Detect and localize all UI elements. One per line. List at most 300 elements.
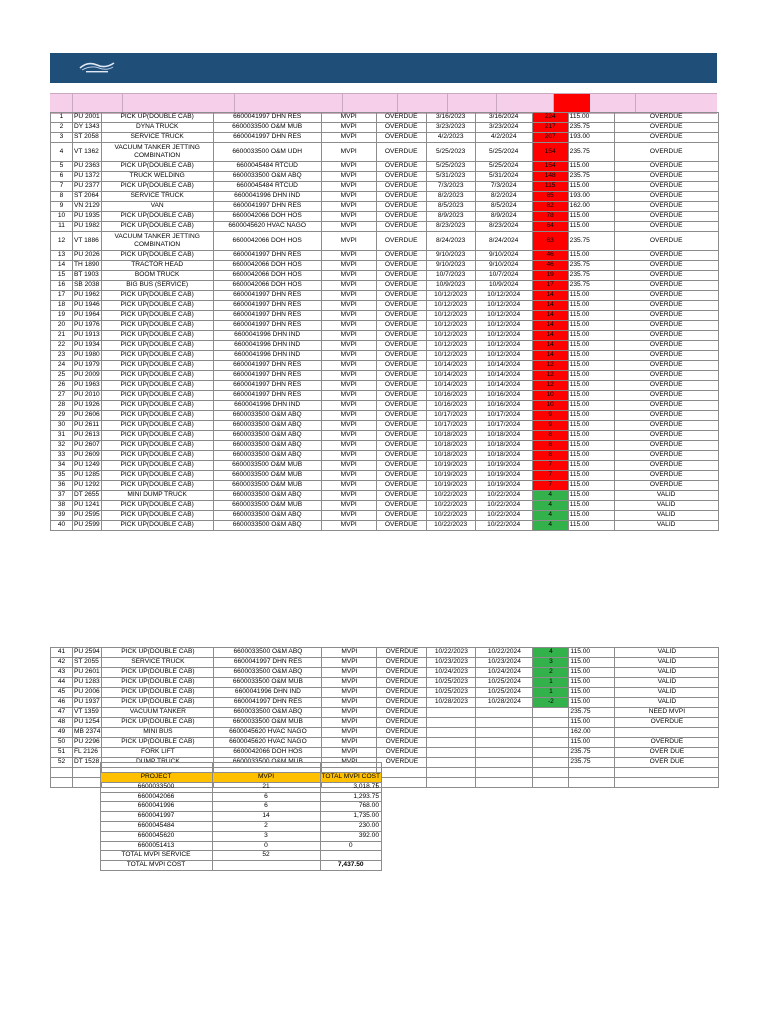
table-cell: MVPI — [321, 212, 376, 222]
days-cell: 115 — [532, 182, 568, 192]
summary-header-mvpi: MVPI — [212, 773, 320, 783]
table-cell: OVERDUE — [614, 401, 718, 411]
table-cell: VALID — [614, 521, 718, 531]
mvpi-summary-table — [50, 762, 382, 871]
table-cell: 6600045484 RTCUD — [213, 182, 321, 192]
table-cell: OVERDUE — [614, 341, 718, 351]
table-cell: OVERDUE — [614, 421, 718, 431]
table-row — [51, 371, 719, 381]
days-cell: 224 — [532, 113, 568, 123]
table-cell: DT 1528 — [73, 758, 102, 768]
table-cell: PU 2606 — [73, 411, 102, 421]
table-cell: 5/25/2023 — [426, 162, 475, 172]
table-row — [51, 261, 719, 271]
table-cell: MVPI — [321, 113, 376, 123]
table-cell: 10/19/2024 — [475, 471, 532, 481]
table-cell: 33 — [51, 451, 73, 461]
table-cell: PICK UP(DOUBLE CAB) — [101, 381, 213, 391]
table-cell — [427, 738, 476, 748]
table-cell: VALID — [614, 501, 718, 511]
table-cell: OVERDUE — [377, 758, 427, 768]
table-cell: 4 — [51, 143, 73, 162]
table-cell — [476, 708, 533, 718]
table-cell: 14 — [51, 261, 73, 271]
table-row — [51, 461, 719, 471]
table-cell: 31 — [51, 431, 73, 441]
days-cell: -2 — [533, 698, 569, 708]
table-cell: 6600041996 DHN IND — [213, 341, 321, 351]
table-cell: PU 2363 — [73, 162, 102, 172]
table-cell: 10/14/2024 — [475, 361, 532, 371]
table-cell: 43 — [51, 668, 73, 678]
table-cell: 6600041997 DHN RES — [213, 251, 321, 261]
table-cell: PICK UP(DOUBLE CAB) — [102, 738, 214, 748]
table-cell: MVPI — [321, 301, 376, 311]
table-cell: 6600033500 O&M MUB — [213, 501, 321, 511]
table-cell: 10/22/2023 — [427, 648, 476, 658]
table-cell: 6600041997 DHN RES — [213, 301, 321, 311]
table-cell — [427, 748, 476, 758]
table-cell: 10/12/2024 — [475, 311, 532, 321]
table-cell: OVERDUE — [376, 381, 426, 391]
table-cell — [476, 758, 533, 768]
table-cell: MVPI — [322, 758, 377, 768]
table-cell: 10/16/2023 — [426, 401, 475, 411]
table-cell: 6600041997 DHN RES — [213, 311, 321, 321]
table-cell: MVPI — [321, 481, 376, 491]
table-cell: PICK UP(DOUBLE CAB) — [101, 461, 213, 471]
table-cell: 6600033500 O&M MUB — [213, 123, 321, 133]
table-cell: MVPI — [322, 728, 377, 738]
table-cell: 115.00 — [568, 491, 614, 501]
summary-row: 6600033500 21 3,018.75 — [50, 782, 382, 792]
table-cell: BIG BUS (SERVICE) — [101, 281, 213, 291]
summary-header-cost: TOTAL MVPI COST — [320, 773, 382, 783]
table-cell: PICK UP(DOUBLE CAB) — [101, 162, 213, 172]
table-cell: 10/18/2023 — [426, 441, 475, 451]
table-cell: PICK UP(DOUBLE CAB) — [101, 411, 213, 421]
table-cell: 6600033500 O&M MUB — [214, 718, 322, 728]
table-cell: PICK UP(DOUBLE CAB) — [101, 391, 213, 401]
table-cell: 27 — [51, 391, 73, 401]
table-cell: 6600042066 DOH HOS — [213, 232, 321, 251]
table-row — [51, 421, 719, 431]
table-cell: 36 — [51, 481, 73, 491]
summary-row: 6600041997 14 1,735.00 — [50, 812, 382, 822]
days-cell: 4 — [532, 521, 568, 531]
days-cell: 9 — [532, 421, 568, 431]
table-cell: PU 2010 — [73, 391, 102, 401]
table-cell: 10/16/2024 — [475, 391, 532, 401]
table-row — [51, 162, 719, 172]
table-cell: 10/7/2024 — [475, 271, 532, 281]
table-cell: 50 — [51, 738, 73, 748]
summary-total-service: TOTAL MVPI SERVICE 52 — [50, 851, 382, 861]
table-cell: 10/18/2023 — [426, 451, 475, 461]
table-cell: 6600042066 DOH HOS — [214, 748, 322, 758]
table-cell: 8/24/2024 — [475, 232, 532, 251]
table-cell: 10/24/2024 — [476, 668, 533, 678]
table-row — [51, 222, 719, 232]
table-cell: 10/25/2023 — [427, 688, 476, 698]
table-cell: 10/12/2023 — [426, 301, 475, 311]
table-cell: 8/2/2024 — [475, 192, 532, 202]
table-cell: 115.00 — [568, 521, 614, 531]
table-cell: 235.75 — [569, 708, 615, 718]
vehicle-table-part1 — [50, 112, 719, 531]
table-cell: 6600045620 HVAC NAGO — [213, 222, 321, 232]
table-cell: PU 2001 — [73, 113, 102, 123]
table-row — [51, 281, 719, 291]
table-cell: 6600041997 DHN RES — [213, 361, 321, 371]
table-cell: 10/25/2024 — [476, 678, 533, 688]
days-cell: 4 — [532, 511, 568, 521]
table-cell: 6600033500 O&M MUB — [214, 678, 322, 688]
table-cell: 235.75 — [569, 748, 615, 758]
table-row — [51, 311, 719, 321]
table-cell: PICK UP(DOUBLE CAB) — [101, 182, 213, 192]
table-cell: 10/22/2024 — [475, 521, 532, 531]
table-cell: 10/14/2023 — [426, 361, 475, 371]
table-cell: 7/3/2024 — [475, 182, 532, 192]
table-cell: 41 — [51, 648, 73, 658]
table-cell: 9/10/2024 — [475, 261, 532, 271]
table-cell: MVPI — [322, 668, 377, 678]
summary-header-project: PROJECT — [100, 773, 212, 783]
table-cell: 22 — [51, 341, 73, 351]
table-cell: OVERDUE — [376, 232, 426, 251]
table-cell: 115.00 — [568, 451, 614, 461]
table-cell: OVERDUE — [615, 738, 719, 748]
days-cell: 14 — [532, 351, 568, 361]
table-cell: 8/9/2023 — [426, 212, 475, 222]
table-cell: OVERDUE — [376, 341, 426, 351]
table-cell: 115.00 — [568, 501, 614, 511]
table-cell: VALID — [615, 658, 719, 668]
table-cell: OVERDUE — [614, 222, 718, 232]
table-cell: 10/14/2024 — [475, 381, 532, 391]
days-cell: 12 — [532, 371, 568, 381]
table-cell: 15 — [51, 271, 73, 281]
table-cell: 13 — [51, 251, 73, 261]
table-cell: 5/31/2024 — [475, 172, 532, 182]
table-cell: 6600041997 DHN RES — [213, 291, 321, 301]
table-cell: 6600041996 DHN IND — [214, 688, 322, 698]
table-cell: MVPI — [321, 371, 376, 381]
table-cell: 6600042066 DOH HOS — [213, 212, 321, 222]
table-cell: BOOM TRUCK — [101, 271, 213, 281]
table-cell: OVERDUE — [614, 461, 718, 471]
table-cell: 32 — [51, 441, 73, 451]
table-row — [51, 698, 719, 708]
table-cell: OVERDUE — [377, 658, 427, 668]
table-cell: PICK UP(DOUBLE CAB) — [101, 521, 213, 531]
table-cell: 6600041997 DHN RES — [213, 321, 321, 331]
table-cell: OVERDUE — [376, 391, 426, 401]
table-cell: MVPI — [321, 361, 376, 371]
table-cell: 16 — [51, 281, 73, 291]
table-cell: 45 — [51, 688, 73, 698]
table-cell: VALID — [615, 648, 719, 658]
table-cell: 235.75 — [568, 172, 614, 182]
table-cell: OVERDUE — [376, 182, 426, 192]
table-cell: 10/22/2023 — [426, 511, 475, 521]
table-cell: 10/12/2024 — [475, 341, 532, 351]
table-cell — [615, 728, 719, 738]
table-cell: 6600033500 O&M ABQ — [213, 172, 321, 182]
table-cell: PICK UP(DOUBLE CAB) — [101, 361, 213, 371]
table-cell: OVERDUE — [614, 301, 718, 311]
table-cell: 10/17/2023 — [426, 411, 475, 421]
table-cell: 23 — [51, 351, 73, 361]
table-cell: 8/23/2024 — [475, 222, 532, 232]
table-cell: 162.00 — [568, 202, 614, 212]
table-cell: 37 — [51, 491, 73, 501]
table-cell: 235.75 — [568, 261, 614, 271]
table-cell: 6600041997 DHN RES — [214, 658, 322, 668]
table-cell: PICK UP(DOUBLE CAB) — [101, 451, 213, 461]
table-cell: PICK UP(DOUBLE CAB) — [101, 441, 213, 451]
table-cell: MVPI — [321, 381, 376, 391]
table-cell: 10/12/2024 — [475, 321, 532, 331]
table-cell: OVERDUE — [376, 143, 426, 162]
table-cell: TH 1890 — [73, 261, 102, 271]
table-cell: BT 1903 — [73, 271, 102, 281]
table-cell: PICK UP(DOUBLE CAB) — [102, 688, 214, 698]
table-cell: OVERDUE — [614, 212, 718, 222]
table-cell: MVPI — [321, 281, 376, 291]
table-cell: 10/9/2023 — [426, 281, 475, 291]
table-cell: 115.00 — [568, 331, 614, 341]
table-cell: OVERDUE — [376, 281, 426, 291]
table-cell: MVPI — [321, 291, 376, 301]
days-cell: 1 — [533, 678, 569, 688]
table-cell: MVPI — [321, 232, 376, 251]
table-cell: DT 2655 — [73, 491, 102, 501]
days-cell: 46 — [532, 251, 568, 261]
table-cell: MVPI — [322, 718, 377, 728]
table-cell: 24 — [51, 361, 73, 371]
table-cell: MVPI — [321, 461, 376, 471]
table-cell: VACUUM TANKER JETTING COMBINATION — [101, 232, 213, 251]
table-cell: OVERDUE — [377, 648, 427, 658]
table-cell: OVERDUE — [614, 351, 718, 361]
table-cell: PU 1964 — [73, 311, 102, 321]
table-cell — [476, 728, 533, 738]
table-cell: DY 1343 — [73, 123, 102, 133]
table-cell: MVPI — [322, 738, 377, 748]
table-cell: OVERDUE — [376, 461, 426, 471]
table-cell: PU 2026 — [73, 251, 102, 261]
table-cell: MVPI — [321, 511, 376, 521]
summary-row: 6600045620 3 392.00 — [50, 831, 382, 841]
table-cell: PU 2006 — [73, 688, 102, 698]
table-cell: PICK UP(DOUBLE CAB) — [101, 471, 213, 481]
table-cell: 6600041996 DHN IND — [213, 401, 321, 411]
table-cell: MVPI — [321, 202, 376, 212]
table-cell: 6600042066 DOH HOS — [213, 261, 321, 271]
table-cell: 3/23/2024 — [475, 123, 532, 133]
table-cell: 193.00 — [568, 192, 614, 202]
table-cell: 115.00 — [568, 351, 614, 361]
table-row — [51, 182, 719, 192]
table-cell: OVERDUE — [614, 431, 718, 441]
summary-row: 6600045484 2 230.00 — [50, 821, 382, 831]
table-cell: 48 — [51, 718, 73, 728]
days-cell: 82 — [532, 202, 568, 212]
table-cell: MVPI — [321, 172, 376, 182]
table-cell: PU 1982 — [73, 222, 102, 232]
table-cell: OVERDUE — [614, 371, 718, 381]
report-header-band — [50, 53, 717, 83]
table-cell: PICK UP(DOUBLE CAB) — [101, 331, 213, 341]
table-cell: OVERDUE — [614, 441, 718, 451]
table-cell: FL 2126 — [73, 748, 102, 758]
days-cell: 10 — [532, 391, 568, 401]
table-cell: MB 2374 — [73, 728, 102, 738]
table-cell: 9 — [51, 202, 73, 212]
days-cell: 19 — [532, 271, 568, 281]
table-cell: 6600033500 O&M ABQ — [213, 451, 321, 461]
table-cell: OVERDUE — [377, 708, 427, 718]
table-cell: MVPI — [321, 192, 376, 202]
table-cell: MVPI — [322, 748, 377, 758]
table-cell: OVERDUE — [376, 411, 426, 421]
table-cell: OVERDUE — [376, 501, 426, 511]
table-cell: 10/22/2024 — [475, 501, 532, 511]
table-cell: 115.00 — [568, 311, 614, 321]
table-cell: ST 2058 — [73, 133, 102, 143]
table-cell: OVERDUE — [376, 491, 426, 501]
table-cell: 10/12/2024 — [475, 301, 532, 311]
days-cell: 2 — [533, 668, 569, 678]
table-cell: 21 — [51, 331, 73, 341]
table-cell: VACUUM TANKER JETTING COMBINATION — [101, 143, 213, 162]
table-cell — [427, 758, 476, 768]
table-cell: 6600033500 O&M MUB — [213, 481, 321, 491]
table-cell: VALID — [615, 678, 719, 688]
table-cell: VALID — [615, 698, 719, 708]
table-cell: 29 — [51, 411, 73, 421]
table-cell: MVPI — [321, 421, 376, 431]
table-cell — [476, 738, 533, 748]
table-cell: MVPI — [322, 698, 377, 708]
days-cell: 64 — [532, 222, 568, 232]
table-cell: OVERDUE — [376, 441, 426, 451]
table-cell: 10/22/2024 — [475, 511, 532, 521]
table-cell: OVERDUE — [376, 311, 426, 321]
table-cell: VT 1359 — [73, 708, 102, 718]
table-cell: SB 2038 — [73, 281, 102, 291]
table-cell: 10/23/2024 — [476, 658, 533, 668]
table-row — [51, 491, 719, 501]
table-cell: 6600033500 O&M ABQ — [213, 421, 321, 431]
table-cell: 8/5/2023 — [426, 202, 475, 212]
table-cell: 49 — [51, 728, 73, 738]
table-cell: VAN — [101, 202, 213, 212]
table-cell: OVERDUE — [614, 321, 718, 331]
table-cell: 10/14/2023 — [426, 371, 475, 381]
table-cell: 10/12/2024 — [475, 351, 532, 361]
table-cell: OVERDUE — [376, 212, 426, 222]
table-cell: 6600042066 DOH HOS — [213, 271, 321, 281]
table-row — [51, 511, 719, 521]
table-cell: 115.00 — [568, 291, 614, 301]
table-cell: PU 2595 — [73, 511, 102, 521]
table-row — [51, 401, 719, 411]
table-cell: 10/22/2024 — [476, 648, 533, 658]
table-cell: 6600033500 O&M ABQ — [213, 411, 321, 421]
table-cell: 10/22/2023 — [426, 501, 475, 511]
table-cell: 6600033500 O&M MUB — [213, 461, 321, 471]
table-cell: 3/23/2023 — [426, 123, 475, 133]
table-cell: OVERDUE — [614, 281, 718, 291]
table-cell: OVERDUE — [614, 162, 718, 172]
table-cell: 10/28/2023 — [427, 698, 476, 708]
days-cell: 217 — [532, 123, 568, 133]
table-cell: MVPI — [321, 431, 376, 441]
table-cell: ST 2055 — [73, 658, 102, 668]
table-cell — [533, 718, 569, 728]
table-cell: OVER DUE — [615, 758, 719, 768]
table-cell: PU 2296 — [73, 738, 102, 748]
table-cell: 115.00 — [568, 441, 614, 451]
table-cell: OVERDUE — [376, 371, 426, 381]
table-cell: 115.00 — [568, 222, 614, 232]
days-cell: 8 — [532, 441, 568, 451]
table-cell: OVERDUE — [614, 471, 718, 481]
table-cell: MVPI — [321, 321, 376, 331]
days-cell: 17 — [532, 281, 568, 291]
days-cell: 12 — [532, 381, 568, 391]
table-cell: 3/16/2024 — [475, 113, 532, 123]
table-cell: 10/14/2024 — [475, 371, 532, 381]
table-cell: 18 — [51, 301, 73, 311]
table-cell: VACUUM TANKER — [102, 708, 214, 718]
table-cell: 115.00 — [568, 411, 614, 421]
table-cell: SERVICE TRUCK — [101, 192, 213, 202]
table-row — [51, 471, 719, 481]
table-cell: PICK UP(DOUBLE CAB) — [101, 113, 213, 123]
table-row — [51, 321, 719, 331]
table-cell: 44 — [51, 678, 73, 688]
table-cell: 10/12/2023 — [426, 351, 475, 361]
table-cell: MVPI — [321, 501, 376, 511]
table-cell: 235.75 — [569, 758, 615, 768]
table-cell: MVPI — [321, 451, 376, 461]
table-cell: OVERDUE — [376, 123, 426, 133]
table-cell: PICK UP(DOUBLE CAB) — [101, 251, 213, 261]
table-row — [51, 451, 719, 461]
table-cell: 10/22/2023 — [426, 491, 475, 501]
table-row — [51, 708, 719, 718]
table-cell: 115.00 — [569, 658, 615, 668]
table-cell: 115.00 — [569, 688, 615, 698]
table-cell: 11 — [51, 222, 73, 232]
table-cell: OVERDUE — [614, 192, 718, 202]
table-cell: OVERDUE — [376, 192, 426, 202]
table-cell: 6600042066 DOH HOS — [213, 281, 321, 291]
days-cell: 14 — [532, 331, 568, 341]
table-cell: 115.00 — [568, 511, 614, 521]
table-cell: 162.00 — [569, 728, 615, 738]
days-cell: 63 — [532, 232, 568, 251]
table-row — [51, 748, 719, 758]
table-cell: VALID — [615, 688, 719, 698]
table-cell: VALID — [615, 668, 719, 678]
table-cell: MVPI — [322, 688, 377, 698]
table-cell: OVERDUE — [614, 123, 718, 133]
